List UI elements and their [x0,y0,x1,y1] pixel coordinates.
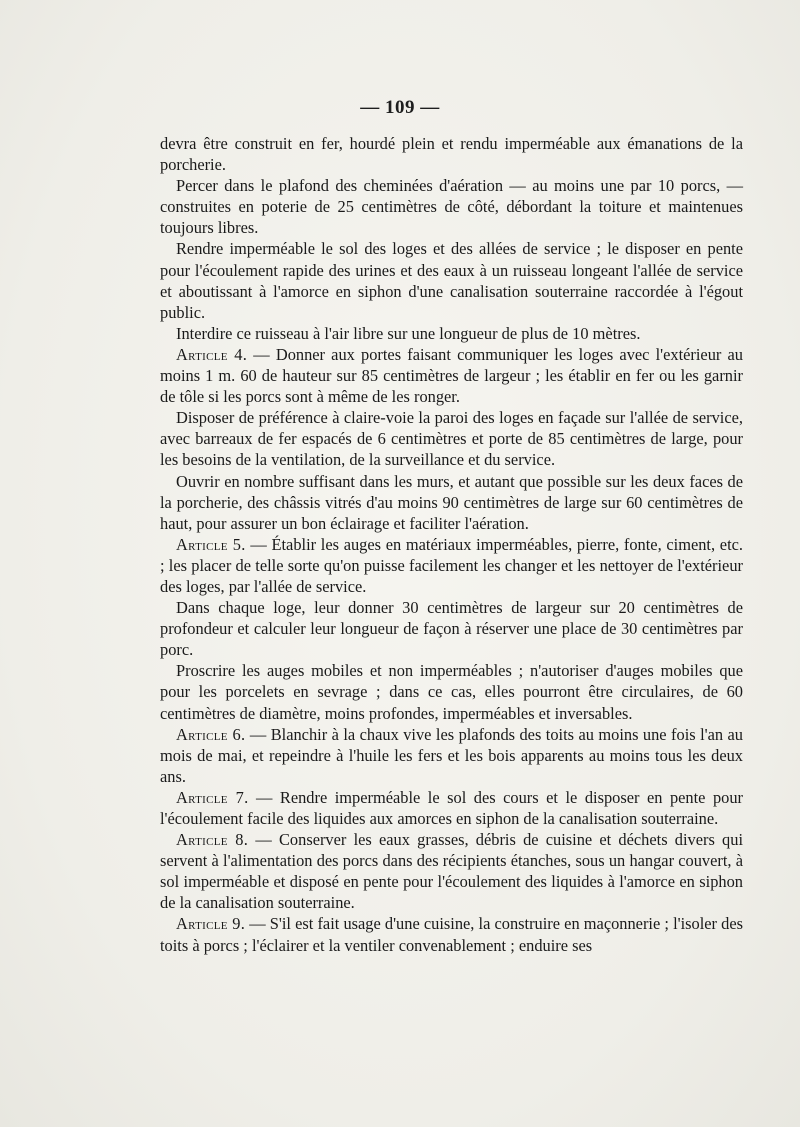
paragraph [160,407,743,470]
paragraph-text: Dans chaque loge, leur donner 30 centimètres de largeur sur 20 centimètres de profondeur et calculer leur longueur de façon à réserver une place de 30 centimètres par porc. [160,598,743,660]
paragraph-text: Interdire ce ruisseau à l'air libre sur une longueur de plus de 10 mètres. [176,323,641,343]
paragraph [160,344,743,407]
paragraph [160,323,743,344]
paragraph-text: Rendre imperméable le sol des loges et des allées de service ; le disposer en pente pour l'écoulement rapide des urines et des eaux à un ruisseau longeant l'allée de service et aboutissant à l'amorce en siphon d'une canalisation souterraine raccordée à l'égout public. [160,239,743,322]
paragraph [160,660,743,723]
article-label: Article 6. [176,724,246,744]
paragraph [160,238,743,322]
paragraph [160,787,743,829]
paragraph-text: Percer dans le plafond des cheminées d'aération — au moins une par 10 porcs, — construites en poterie de 25 centimètres de côté, débordant la toiture et maintenues toujours libres. [160,176,743,238]
paragraph [160,597,743,660]
paragraph [160,724,743,787]
paragraph-text: — Conserver les eaux grasses, débris de cuisine et déchets divers qui servent à l'alimentation des porcs dans des récipients étanches, sous un hangar couvert, à sol imperméable et disposé en pente pour l'écoulement des liquides à l'amorce en siphon de la canalisation souterraine. [160,830,743,913]
paragraph [160,829,743,913]
article-label: Article 5. [176,534,246,554]
paragraph-text: — S'il est fait usage d'une cuisine, la construire en maçonnerie ; l'isoler des toits à porcs ; l'éclairer et la ventiler convenablement ; enduire ses [160,914,744,955]
article-label: Article 9. [176,914,246,934]
article-label: Article 8. [176,830,249,850]
body-text [160,133,743,956]
article-label: Article 7. [176,787,249,807]
paragraph [160,913,743,955]
page-number: — 109 — [360,97,440,118]
paragraph-text: Proscrire les auges mobiles et non imperméables ; n'autoriser d'auges mobiles que pour les porcelets en sevrage ; dans ce cas, elles pourront être circulaires, de 60 centimètres de diamètre, moins profondes, imperméables et inversables. [160,661,743,723]
paragraph-text: devra être construit en fer, hourdé plein et rendu imperméable aux émanations de la porcherie. [160,134,743,175]
paragraph [160,471,743,534]
paragraph-text: — Donner aux portes faisant communiquer les loges avec l'extérieur au moins 1 m. 60 de hauteur sur 85 centimètres de largeur ; les établir en fer ou les garnir de tôle si les porcs sont à même de les ronger. [160,344,743,407]
paragraph [160,534,743,597]
paragraph [160,133,743,175]
paragraph [160,175,743,238]
paragraph-text: — Rendre imperméable le sol des cours et le disposer en pente pour l'écoulement facile des liquides aux amorces en siphon de la canalisation souterraine. [160,787,744,828]
paragraph-text: Disposer de préférence à claire-voie la paroi des loges en façade sur l'allée de service, avec barreaux de fer espacés de 6 centimètres et porte de 85 centimètres de large, pour les besoins de la ventilation, de la surveillance et du service. [160,408,743,470]
paragraph-text: — Établir les auges en matériaux imperméables, pierre, fonte, ciment, etc. ; les placer de telle sorte qu'on puisse facilement les changer et les nettoyer de l'extérieur des loges, par l'allée de service. [160,534,743,596]
article-label: Article 4. [176,344,248,364]
paragraph-text: Ouvrir en nombre suffisant dans les murs, et autant que possible sur les deux faces de la porcherie, des châssis vitrés d'au moins 90 centimètres de large sur 60 centimètres de haut, pour assurer un bon éclairage et faciliter l'aération. [160,471,743,533]
paragraph-text: — Blanchir à la chaux vive les plafonds des toits au moins une fois l'an au mois de mai, et repeindre à l'huile les fers et les bois apparents au moins tous les deux ans. [160,724,743,786]
